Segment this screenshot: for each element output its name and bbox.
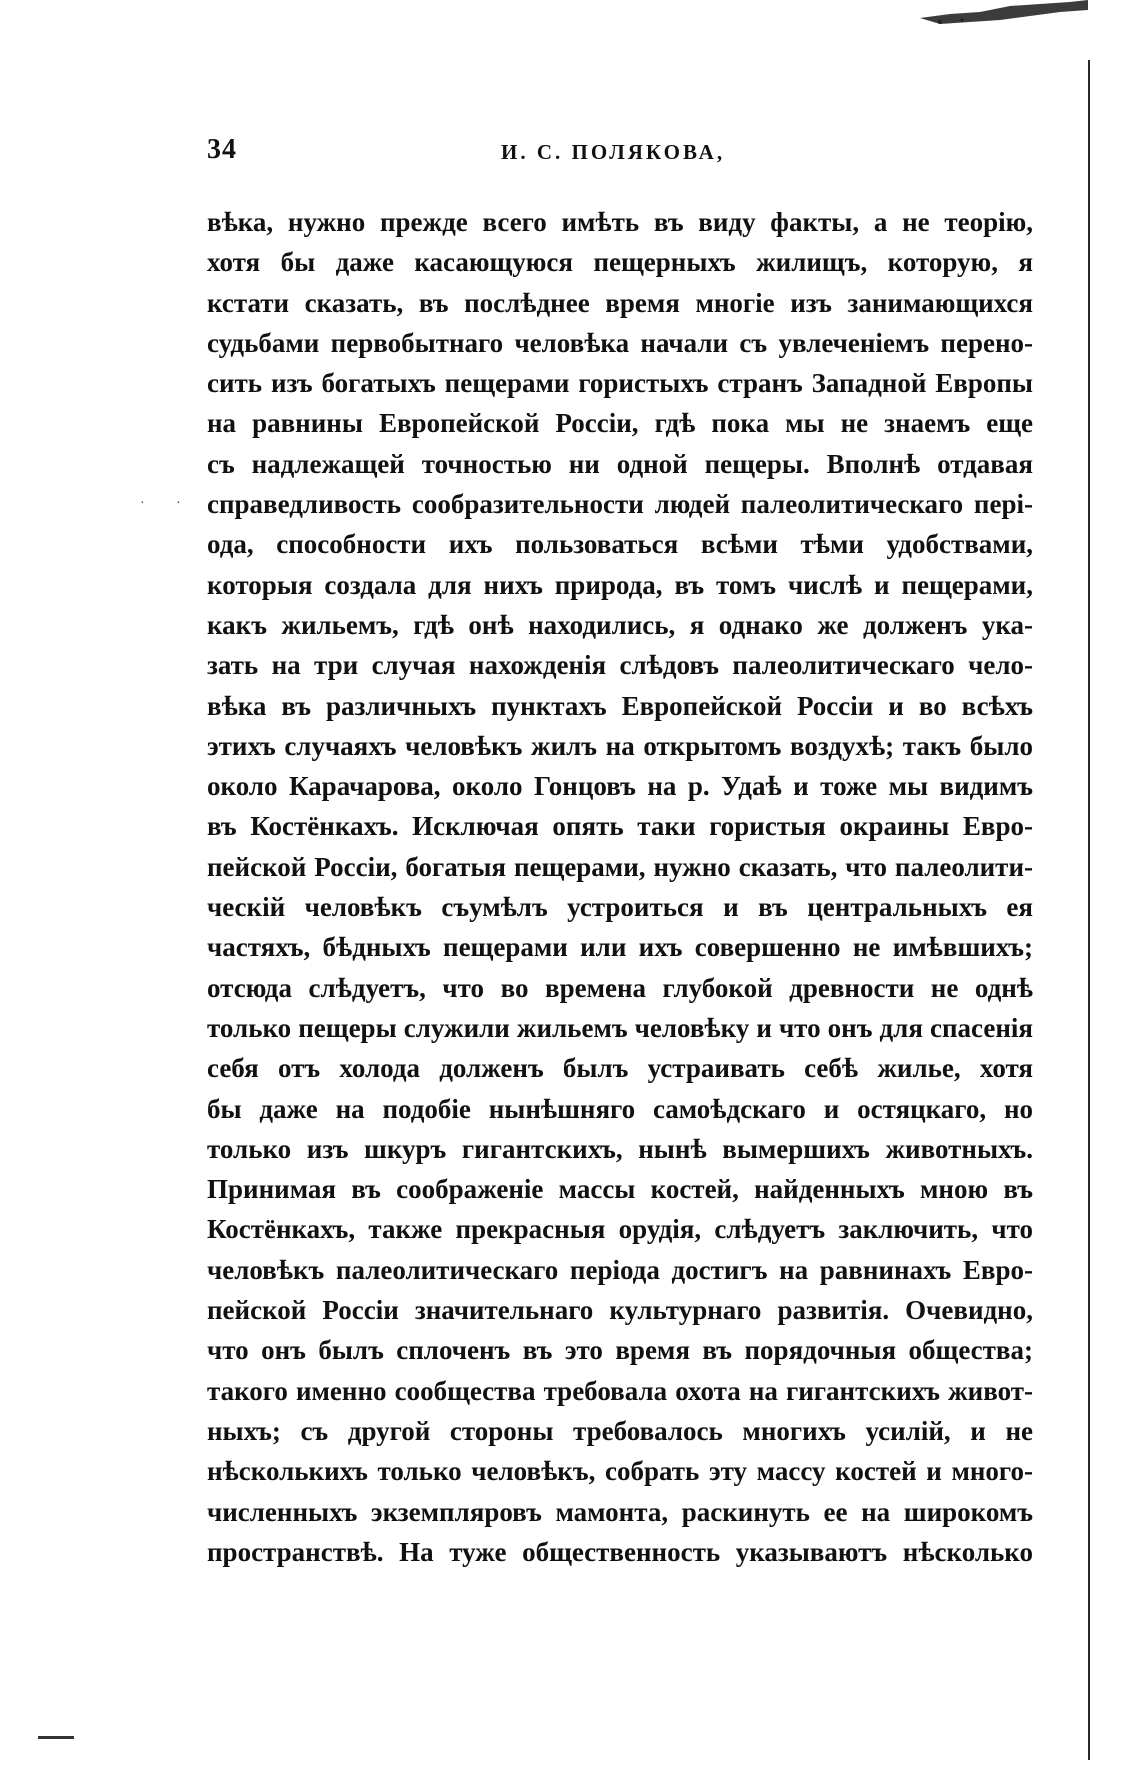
page-header: [207, 134, 1033, 174]
text-line: человѣкъ палеолитическаго періода достигъ на равнинахъ Евро-: [207, 1254, 1033, 1285]
text-line: справедливость сообразительности людей палеолитическаго пері-: [207, 489, 1033, 520]
text-line: частяхъ, бѣдныхъ пещерами или ихъ совершенно не имѣвшихъ;: [207, 932, 1033, 963]
text-line: такого именно сообщества требовала охота на гигантскихъ живот-: [207, 1375, 1033, 1406]
text-line: какъ жильемъ, гдѣ онѣ находились, я однако же долженъ ука-: [207, 609, 1033, 640]
text-line: нѣсколькихъ только человѣкъ, собрать эту массу костей и много-: [207, 1456, 1033, 1487]
text-line: численныхъ экземпляровъ мамонта, раскинуть ее на широкомъ: [207, 1496, 1033, 1527]
body-text: [207, 202, 1033, 1572]
text-line: судьбами первобытнаго человѣка начали съ увлеченіемъ перено-: [207, 327, 1033, 358]
scan-bottom-mark: [38, 1736, 74, 1739]
text-line: около Карачарова, около Гонцовъ на р. Удаѣ и тоже мы видимъ: [207, 771, 1033, 802]
text-line: ческій человѣкъ съумѣлъ устроиться и въ центральныхъ ея: [207, 892, 1033, 923]
text-line: вѣка въ различныхъ пунктахъ Европейской Россіи и во всѣхъ: [207, 690, 1033, 721]
text-line: Принимая въ соображеніе массы костей, найденныхъ мною въ: [207, 1174, 1033, 1205]
text-line: себя отъ холода долженъ былъ устраивать себѣ жилье, хотя: [207, 1053, 1033, 1084]
text-line: въ Костёнкахъ. Исключая опять таки гористыя окраины Евро-: [207, 811, 1033, 842]
text-line: съ надлежащей точностью ни одной пещеры. Вполнѣ отдавая: [207, 448, 1033, 479]
page-number: 34: [207, 134, 237, 165]
text-line: сить изъ богатыхъ пещерами гористыхъ странъ Западной Европы: [207, 368, 1033, 399]
text-line: пейской Россіи значительнаго культурнаго развитія. Очевидно,: [207, 1295, 1033, 1326]
text-line: хотя бы даже касающуюся пещерныхъ жилищъ, которую, я: [207, 247, 1033, 278]
text-line: вѣка, нужно прежде всего имѣть въ виду факты, а не теорію,: [207, 207, 1033, 237]
text-line: отсюда слѣдуетъ, что во времена глубокой древности не однѣ: [207, 972, 1033, 1003]
text-line: только пещеры служили жильемъ человѣку и что онъ для спасенія: [207, 1012, 1033, 1043]
text-line: только изъ шкуръ гигантскихъ, нынѣ вымершихъ животныхъ.: [207, 1133, 1033, 1164]
text-line: зать на три случая нахожденія слѣдовъ палеолитическаго чело-: [207, 650, 1033, 681]
text-line: пространствѣ. На туже общественность указываютъ нѣсколько: [207, 1536, 1033, 1567]
text-line: пейской Россіи, богатыя пещерами, нужно сказать, что палеолити-: [207, 851, 1033, 882]
text-line: ода, способности ихъ пользоваться всѣми тѣми удобствами,: [207, 529, 1033, 560]
scan-smudge: [910, 0, 1090, 28]
text-line: бы даже на подобіе нынѣшняго самоѣдскаго и остяцкаго, но: [207, 1093, 1033, 1124]
text-line: кстати сказать, въ послѣднее время многіе изъ занимающихся: [207, 287, 1033, 318]
text-line: Костёнкахъ, также прекрасныя орудія, слѣдуетъ заключить, что: [207, 1214, 1033, 1245]
margin-dots: · ·: [140, 496, 195, 511]
text-line: что онъ былъ сплоченъ въ это время въ порядочныя общества;: [207, 1335, 1033, 1366]
text-line: ныхъ; съ другой стороны требовалось многихъ усилій, и не: [207, 1415, 1033, 1446]
running-head: И. С. ПОЛЯКОВА,: [501, 140, 726, 164]
text-line: которыя создала для нихъ природа, въ томъ числѣ и пещерами,: [207, 569, 1033, 600]
scan-edge-line: [1088, 60, 1090, 1760]
text-line: на равнины Европейской Россіи, гдѣ пока мы не знаемъ еще: [207, 408, 1033, 439]
text-line: этихъ случаяхъ человѣкъ жилъ на открытомъ воздухѣ; такъ было: [207, 730, 1033, 761]
